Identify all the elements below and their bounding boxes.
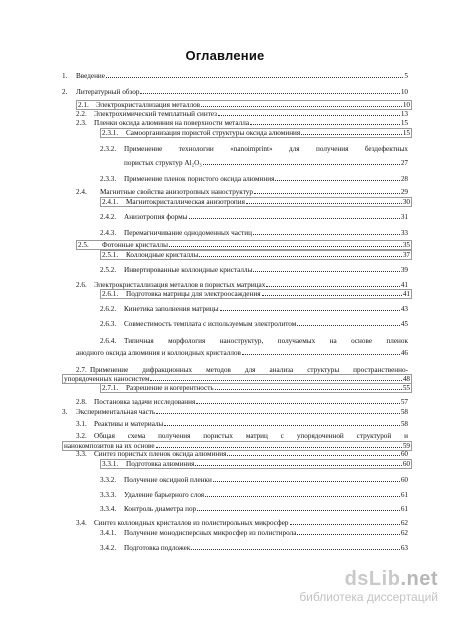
toc-leader <box>275 180 399 181</box>
toc-leader <box>215 389 402 390</box>
toc-entry[interactable] <box>100 491 408 499</box>
toc-page: 62 <box>400 529 408 537</box>
toc-label: Подготовка подложек <box>124 544 191 552</box>
toc-entry[interactable] <box>100 197 412 207</box>
toc-number: 2.3.1. <box>102 129 119 137</box>
watermark-logo-tld: .net <box>400 568 438 590</box>
toc-entry-continuation[interactable] <box>76 349 408 357</box>
toc-entry[interactable] <box>76 420 408 428</box>
toc-leader <box>191 549 399 550</box>
toc-leader <box>254 193 400 194</box>
toc-leader <box>242 354 400 355</box>
toc-entry[interactable] <box>76 281 408 289</box>
toc-leader <box>201 106 402 107</box>
toc-entry[interactable] <box>100 266 408 274</box>
toc-number: 3.3.3. <box>100 491 117 499</box>
toc-entry[interactable] <box>62 408 408 416</box>
toc-label: Получение оксидной пленки <box>124 476 212 484</box>
toc-label: Электрохимический темплатный синтез <box>94 110 217 118</box>
toc-number: 3.3.2. <box>100 476 117 484</box>
toc-page: 62 <box>400 519 408 527</box>
toc-page: 60 <box>402 460 410 468</box>
toc-page: 63 <box>400 544 408 552</box>
toc-leader <box>218 115 400 116</box>
toc-page: 41 <box>402 290 410 298</box>
toc-page: 29 <box>400 188 408 196</box>
toc-page: 31 <box>400 213 408 221</box>
toc-entry[interactable] <box>100 337 408 345</box>
toc-page: 30 <box>402 198 410 206</box>
toc-page: 43 <box>400 305 408 313</box>
toc-page: 48 <box>402 375 410 383</box>
toc-label: Анизотропия формы <box>124 213 188 221</box>
toc-leader <box>253 234 400 235</box>
toc-entry[interactable] <box>100 529 408 537</box>
toc-page: 46 <box>400 349 408 357</box>
toc-leader <box>227 455 399 456</box>
toc-number: 2. <box>62 88 68 96</box>
toc-label: Контроль диаметра пор <box>124 505 197 513</box>
toc-leader <box>164 425 399 426</box>
toc-entry[interactable] <box>100 505 408 513</box>
toc-entry[interactable] <box>76 432 408 440</box>
toc-page: 55 <box>402 384 410 392</box>
toc-page: 45 <box>400 320 408 328</box>
toc-leader <box>196 403 400 404</box>
toc-entry[interactable] <box>100 305 408 313</box>
toc-label: Введение <box>76 72 105 80</box>
toc-number: 2.1. <box>78 101 89 109</box>
toc-label: Постановка задачи исследования <box>94 398 196 406</box>
toc-entry[interactable] <box>100 213 408 221</box>
toc-label: Получение монодисперсных микросфер из полистирола <box>124 529 297 537</box>
toc-number: 2.6. <box>76 281 87 289</box>
toc-page: 10 <box>400 88 408 96</box>
toc-leader <box>197 510 400 511</box>
toc-number: 2.6.3. <box>100 320 117 328</box>
toc-page: 61 <box>400 505 408 513</box>
toc-leader <box>140 93 399 94</box>
toc-label: Синтез пористых пленок оксида алюминия <box>94 450 227 458</box>
toc-leader <box>205 496 400 497</box>
toc-leader <box>203 164 400 165</box>
toc-number: 2.6.4. <box>100 337 117 345</box>
toc-entry[interactable] <box>62 72 408 80</box>
toc-page: 15 <box>400 119 408 127</box>
toc-entry-continuation[interactable] <box>124 159 408 167</box>
toc-number: 2.4.2. <box>100 213 117 221</box>
toc-leader <box>220 310 400 311</box>
toc-leader <box>290 524 400 525</box>
toc-label: Инвертированные коллоидные кристаллы <box>124 266 253 274</box>
toc-label: Коллоидные кристаллы <box>126 251 199 259</box>
toc-page: 57 <box>400 398 408 406</box>
toc-page: 27 <box>400 159 408 167</box>
toc-page: 10 <box>402 101 410 109</box>
toc-label: Кинетика заполнения матрицы <box>124 305 219 313</box>
toc-leader <box>156 413 400 414</box>
toc-entry[interactable] <box>100 544 408 552</box>
toc-label: пористых структур Al₂O₃ <box>124 159 202 167</box>
toc-number: 2.8. <box>76 398 87 406</box>
toc-leader <box>246 203 402 204</box>
toc-number: 3.3. <box>76 450 87 458</box>
toc-page: 61 <box>400 491 408 499</box>
toc-leader <box>189 218 400 219</box>
toc-number: 2.4.3. <box>100 229 117 237</box>
watermark-logo <box>299 568 438 590</box>
toc-entry[interactable] <box>76 240 412 250</box>
toc-leader <box>169 246 402 247</box>
toc-entry[interactable] <box>100 459 412 469</box>
toc-number: 2.3.2. <box>100 145 117 153</box>
toc-label: Подготовка алюминия <box>126 460 195 468</box>
toc-label: Разрешение и когерентность <box>126 384 214 392</box>
toc-page: 33 <box>400 229 408 237</box>
toc-number: 2.3. <box>76 119 87 127</box>
toc-page: 59 <box>402 442 410 450</box>
toc-entry[interactable] <box>76 119 408 127</box>
toc-label: Самоорганизация пористой структуры оксида алюминия <box>126 129 301 137</box>
toc-page: 60 <box>400 450 408 458</box>
watermark-subtitle: библиотека диссертаций <box>299 590 438 604</box>
page-title: Оглавление <box>185 48 265 63</box>
toc-leader <box>301 134 402 135</box>
toc-entry[interactable] <box>100 229 408 237</box>
toc-number: 2.7. <box>76 366 87 374</box>
toc-leader <box>297 325 400 326</box>
toc-leader <box>297 534 399 535</box>
toc-page: 5 <box>404 72 408 80</box>
toc-label: Удаление барьерного слоя <box>124 491 205 499</box>
toc-leader <box>106 77 403 78</box>
toc-entry[interactable] <box>100 145 408 153</box>
toc-leader <box>262 295 402 296</box>
toc-number: 2.4.1. <box>102 198 119 206</box>
toc-label: Синтез коллоидных кристаллов из полистирольных микросфер <box>94 519 289 527</box>
toc-leader <box>150 380 401 381</box>
toc-label: упорядоченных наносистем <box>64 375 150 383</box>
toc-number: 3. <box>62 408 68 416</box>
toc-leader <box>195 465 401 466</box>
toc-entry[interactable] <box>62 88 408 96</box>
toc-page: 58 <box>400 420 408 428</box>
toc-number: 2.6.2. <box>100 305 117 313</box>
toc-number: 3.1. <box>76 420 87 428</box>
toc-entry[interactable] <box>76 188 408 196</box>
toc-label: Подготовка матрицы для электроосаждения <box>126 290 261 298</box>
toc-label: Общая схема получения пористых матриц с упорядоченной структурой и <box>94 432 408 440</box>
toc-leader <box>250 124 400 125</box>
toc-label: Электрокристаллизация металлов в пористых матрицах <box>94 281 266 289</box>
toc-number: 2.5.2. <box>100 266 117 274</box>
toc-entry[interactable] <box>100 320 408 328</box>
toc-number: 2.6.1. <box>102 290 119 298</box>
toc-entry[interactable] <box>100 175 408 183</box>
toc-label: Типичная морфология наноструктур, получаемых на основе пленок <box>124 337 408 345</box>
toc-number: 3.2. <box>76 432 87 440</box>
toc-label: Фотонные кристаллы <box>102 241 168 249</box>
toc-entry[interactable] <box>76 110 408 118</box>
toc-leader <box>253 271 399 272</box>
toc-entry[interactable] <box>76 366 408 374</box>
toc-entry[interactable] <box>76 398 408 406</box>
toc-label: Электрокристаллизация металлов <box>96 101 201 109</box>
toc-label: Магнитные свойства анизотропных наноструктур <box>100 188 253 196</box>
toc-label: Перемагничивание однодоменных частиц <box>124 229 252 237</box>
toc-label: Применение технологии «nanoimprint» для получения бездефектных <box>124 145 408 153</box>
toc-number: 3.4.2. <box>100 544 117 552</box>
toc-page: 15 <box>402 129 410 137</box>
toc-leader <box>156 447 402 448</box>
toc-number: 2.5.1. <box>102 251 119 259</box>
toc-number: 3.4. <box>76 519 87 527</box>
toc-leader <box>213 481 400 482</box>
toc-number: 3.4.1. <box>100 529 117 537</box>
toc-label: Экспериментальная часть <box>76 408 156 416</box>
toc-number: 1. <box>62 72 68 80</box>
toc-label: Магнитокристаллическая анизотропия <box>126 198 245 206</box>
toc-label: Реактивы и материалы <box>94 420 164 428</box>
toc-label: Литературный обзор <box>76 88 140 96</box>
watermark-logo-main: dsLib <box>344 568 401 590</box>
toc-label: Применение дифракционных методов для анализа структуры пространственно- <box>90 366 408 374</box>
watermark <box>299 568 438 604</box>
toc-page: 39 <box>400 266 408 274</box>
toc-entry[interactable] <box>100 383 412 393</box>
toc-page: 41 <box>400 281 408 289</box>
toc-number: 3.3.4. <box>100 505 117 513</box>
toc-entry[interactable] <box>76 100 412 110</box>
toc-entry[interactable] <box>76 450 408 458</box>
toc-page: 28 <box>400 175 408 183</box>
toc-label: анодного оксида алюминия и коллоидных кристаллов <box>76 349 241 357</box>
toc-leader <box>199 256 401 257</box>
toc-number: 2.4. <box>76 188 87 196</box>
toc-label: нанокомпозитов на их основе <box>64 442 155 450</box>
toc-number: 2.3.3. <box>100 175 117 183</box>
toc-page: 35 <box>402 241 410 249</box>
toc-entry[interactable] <box>100 476 408 484</box>
toc-page: 37 <box>402 251 410 259</box>
toc-entry[interactable] <box>100 128 412 138</box>
toc-label: Совместимость темплата с используемым электролитом <box>124 320 297 328</box>
toc-label: Пленки оксида алюминия на поверхности металла <box>94 119 250 127</box>
toc-entry[interactable] <box>100 250 412 260</box>
toc-entry[interactable] <box>100 289 412 299</box>
toc-page: 58 <box>400 408 408 416</box>
toc-number: 2.7.1. <box>102 384 119 392</box>
toc-number: 2.2. <box>76 110 87 118</box>
toc-page: 60 <box>400 476 408 484</box>
toc-leader <box>266 286 400 287</box>
toc-label: Применение пленок пористого оксида алюминия <box>124 175 275 183</box>
toc-entry[interactable] <box>76 519 408 527</box>
toc-number: 2.5. <box>78 241 89 249</box>
toc-page: 13 <box>400 110 408 118</box>
toc-number: 3.3.1. <box>102 460 119 468</box>
